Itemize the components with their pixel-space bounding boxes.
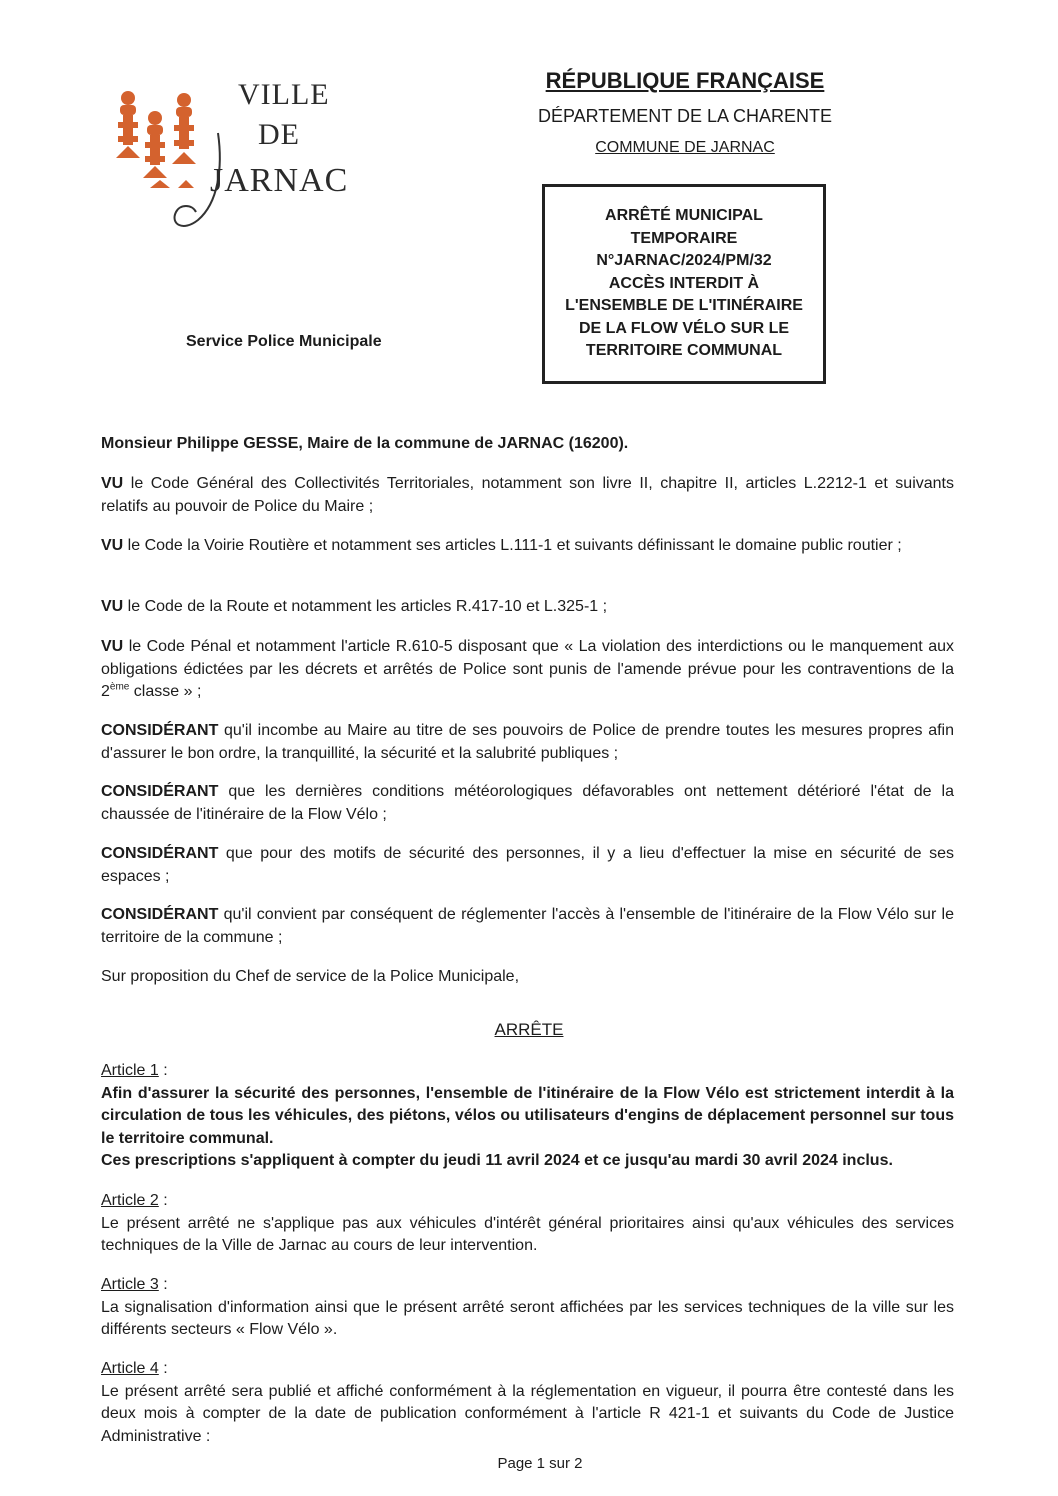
logo-de-text: DE [258, 118, 300, 151]
vu-text: le Code la Voirie Routière et notamment ses articles L.111-1 et suivants définissant le domaine public routier ; [123, 537, 902, 554]
considerant-paragraph [101, 720, 954, 765]
considerant-lead: CONSIDÉRANT [101, 783, 219, 800]
departement-heading: DÉPARTEMENT DE LA CHARENTE [537, 106, 833, 126]
box-line: DE LA FLOW VÉLO SUR LE [578, 319, 790, 337]
page-number: Page 1 sur 2 [497, 1455, 583, 1472]
vu-lead: VU [101, 537, 124, 554]
article-colon: : [158, 1360, 168, 1377]
article-text: Le présent arrêté sera publié et affiché conformément à la réglementation en vigueur, il pourra être contesté dans les deux mois à compter de la date de publication conformément à l'article R 421-1 et suivants du Code de Justice Administrative : [101, 1382, 954, 1445]
article-text: La signalisation d'information ainsi que le présent arrêté seront affichées par les services techniques de la ville sur les différents secteurs « Flow Vélo ». [101, 1298, 954, 1338]
article-text: Afin d'assurer la sécurité des personnes, l'ensemble de l'itinéraire de la Flow Vélo est strictement interdit à la circulation de tous les véhicules, des piétons, vélos ou utilisateurs d'engins de déplacement personnel sur tous le territoire communal. [101, 1084, 954, 1147]
arrete-heading: ARRÊTE [494, 1020, 564, 1039]
proposition-line: Sur proposition du Chef de service de la Police Municipale, [101, 968, 520, 985]
article-2 [101, 1190, 954, 1258]
vu-text: le Code de la Route et notamment les articles R.417-10 et L.325-1 ; [123, 598, 608, 615]
box-line: ACCÈS INTERDIT À [608, 274, 760, 292]
considerant-paragraph [101, 904, 954, 949]
vu-paragraph [101, 535, 954, 558]
considerant-lead: CONSIDÉRANT [101, 845, 219, 862]
box-line: N°JARNAC/2024/PM/32 [596, 252, 772, 270]
considerant-text: que pour des motifs de sécurité des personnes, il y a lieu d'effectuer la mise en sécurité de ses espaces ; [101, 845, 954, 885]
considerant-text: qu'il incombe au Maire au titre de ses pouvoirs de Police de prendre toutes les mesures propres afin d'assurer le bon ordre, la tranquillité, la sécurité et la salubrité publiques ; [101, 722, 954, 762]
commune-heading: COMMUNE DE JARNAC [595, 139, 775, 156]
considerant-paragraph [101, 781, 954, 826]
logo-jarnac-text: JARNAC [210, 162, 349, 199]
article-title: Article 4 [101, 1360, 159, 1377]
considerant-text: qu'il convient par conséquent de réglementer l'accès à l'ensemble de l'itinéraire de la Flow Vélo sur le territoire de la commune ; [101, 906, 954, 946]
box-line: TERRITOIRE COMMUNAL [585, 342, 783, 360]
considerant-lead: CONSIDÉRANT [101, 722, 219, 739]
superscript: ème [109, 681, 130, 693]
article-1 [101, 1060, 954, 1173]
republique-heading: RÉPUBLIQUE FRANÇAISE [545, 68, 825, 93]
considerant-lead: CONSIDÉRANT [101, 906, 219, 923]
vu-lead: VU [101, 638, 124, 655]
vu-lead: VU [101, 475, 124, 492]
vu-lead: VU [101, 598, 124, 615]
vu-text-end: classe » ; [129, 683, 202, 700]
arrete-title-box [542, 184, 826, 384]
considerant-text: que les dernières conditions météorologiques défavorables ont nettement détérioré l'état de la chaussée de l'itinéraire de la Flow Vélo ; [101, 783, 954, 823]
vu-paragraph [101, 473, 954, 518]
article-title: Article 2 [101, 1192, 159, 1209]
box-line: ARRÊTÉ MUNICIPAL [605, 207, 763, 225]
article-text-dates: Ces prescriptions s'appliquent à compter du jeudi 11 avril 2024 et ce jusqu'au mardi 30 avril 2024 inclus. [101, 1152, 893, 1169]
article-colon: : [158, 1276, 168, 1293]
article-colon: : [158, 1062, 168, 1079]
box-line: L'ENSEMBLE DE L'ITINÉRAIRE [565, 297, 803, 315]
article-title: Article 3 [101, 1276, 159, 1293]
article-colon: : [158, 1192, 168, 1209]
article-3 [101, 1274, 954, 1342]
vu-paragraph [101, 636, 954, 704]
service-label: Service Police Municipale [186, 333, 382, 350]
vu-text: le Code Général des Collectivités Territoriales, notamment son livre II, chapitre II, articles L.2212-1 et suivants relatifs au pouvoir de Police du Maire ; [101, 475, 954, 515]
logo-ville-text: VILLE [238, 78, 330, 111]
considerant-paragraph [101, 843, 954, 888]
article-text: Le présent arrêté ne s'applique pas aux véhicules d'intérêt général prioritaires ainsi qu'aux véhicules des services techniques de la Ville de Jarnac au cours de leur intervention. [101, 1214, 954, 1254]
mayor-intro: Monsieur Philippe GESSE, Maire de la commune de JARNAC (16200). [101, 435, 629, 452]
article-4 [101, 1358, 954, 1448]
vu-paragraph [101, 596, 954, 619]
article-title: Article 1 [101, 1062, 159, 1079]
box-line: TEMPORAIRE [630, 229, 738, 247]
vu-text: le Code Pénal et notamment l'article R.610-5 disposant que « La violation des interdictions ou le manquement aux obligations édictées par les décrets et arrêtés de Police sont punis de l'amende prévue pour les contraventions de la 2 [101, 638, 954, 700]
